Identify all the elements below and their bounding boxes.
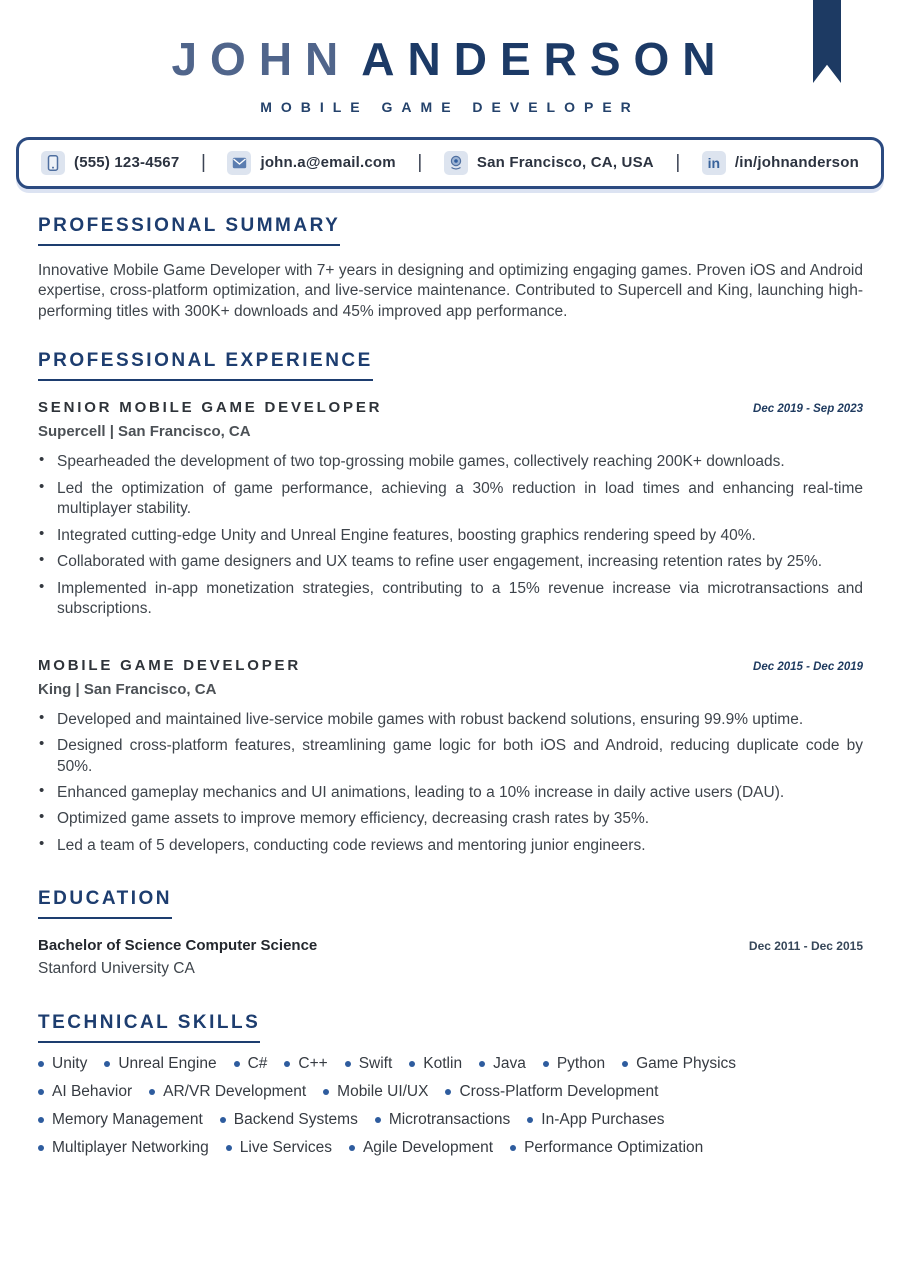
skill-label: C# (247, 1055, 268, 1073)
skill-item (479, 1055, 526, 1073)
skill-label: Java (493, 1055, 526, 1073)
job-company: Supercell | San Francisco, CA (38, 423, 251, 441)
education-entry (38, 937, 863, 954)
skill-item (284, 1055, 327, 1073)
education-dates: Dec 2011 - Dec 2015 (748, 939, 863, 954)
email-icon (227, 151, 251, 175)
skill-label: Live Services (239, 1139, 332, 1157)
skill-item (38, 1111, 203, 1129)
skill-item (38, 1083, 132, 1101)
summary-heading: PROFESSIONAL SUMMARY (38, 215, 340, 246)
job-dates: Dec 2015 - Dec 2019 (753, 660, 863, 673)
bullet-dot-icon (38, 1117, 44, 1123)
contact-email[interactable] (227, 151, 395, 175)
job-bullet: • Enhanced gameplay mechanics and UI animations, leading to a 10% increase in daily active users (DAU). (38, 783, 863, 803)
skill-label: Memory Management (52, 1111, 203, 1129)
job-title: SENIOR MOBILE GAME DEVELOPER (38, 399, 383, 417)
contact-location (444, 151, 654, 175)
contact-linkedin-text: /in/johnanderson (734, 154, 859, 172)
bullet-dot-icon (445, 1089, 451, 1095)
skill-item (510, 1139, 703, 1157)
skill-label: AR/VR Development (163, 1083, 307, 1101)
skills-list (38, 1055, 863, 1157)
skills-row (38, 1055, 863, 1073)
contact-separator: | (675, 151, 681, 173)
skill-label: C++ (298, 1055, 328, 1073)
bullet-dot-icon (38, 1145, 44, 1151)
bullet-dot-icon (543, 1061, 549, 1067)
job-bullet: • Collaborated with game designers and UX teams to refine user engagement, increasing retention rates by 25%. (38, 552, 863, 572)
skill-label: Performance Optimization (524, 1139, 704, 1157)
bullet-dot-icon (510, 1145, 516, 1151)
last-name: ANDERSON (361, 33, 729, 85)
skill-item (345, 1055, 393, 1073)
contact-location-text: San Francisco, CA, USA (476, 154, 654, 172)
job-bullet: • Designed cross-platform features, streamlining game logic for both iOS and Android, reducing duplicate code by 50%. (38, 736, 863, 777)
job-title: MOBILE GAME DEVELOPER (38, 656, 301, 674)
section-education (38, 888, 863, 978)
name-block (0, 0, 900, 115)
bullet-dot-icon (349, 1145, 355, 1151)
job-bullet: • Optimized game assets to improve memory efficiency, decreasing crash rates by 35%. (38, 809, 863, 829)
education-school: Stanford University CA (38, 960, 195, 978)
education-heading: EDUCATION (38, 888, 172, 919)
skill-item (349, 1139, 493, 1157)
first-name: JOHN (171, 33, 352, 85)
skill-item (445, 1083, 658, 1101)
skill-item (220, 1111, 358, 1129)
job-header (38, 657, 863, 674)
section-technical-skills (38, 1012, 863, 1157)
job-bullet: • Integrated cutting-edge Unity and Unreal Engine features, boosting graphics rendering speed by 40%. (38, 526, 863, 546)
skill-label: Backend Systems (233, 1111, 358, 1129)
bullet-dot-icon (226, 1145, 232, 1151)
contact-email-text: john.a@email.com (260, 154, 396, 172)
linkedin-icon: in (702, 151, 726, 175)
skill-label: Cross-Platform Development (459, 1083, 659, 1101)
skill-label: Multiplayer Networking (52, 1139, 209, 1157)
bullet-dot-icon (38, 1089, 44, 1095)
resume-content (0, 215, 900, 1158)
section-professional-summary (38, 215, 863, 323)
skill-item (226, 1139, 332, 1157)
experience-heading: PROFESSIONAL EXPERIENCE (38, 350, 373, 381)
skills-heading: TECHNICAL SKILLS (38, 1012, 260, 1043)
bullet-dot-icon (284, 1061, 290, 1067)
bullet-dot-icon (345, 1061, 351, 1067)
contact-phone-text: (555) 123-4567 (74, 154, 180, 172)
skill-item (622, 1055, 736, 1073)
job-entry (38, 657, 863, 857)
skill-label: Game Physics (636, 1055, 737, 1073)
job-bullet-list (38, 710, 863, 857)
bullet-dot-icon (409, 1061, 415, 1067)
bullet-dot-icon (622, 1061, 628, 1067)
skill-item (375, 1111, 510, 1129)
section-professional-experience (38, 350, 863, 856)
candidate-name (0, 34, 900, 85)
skills-row (38, 1139, 863, 1157)
skill-label: Swift (358, 1055, 393, 1073)
job-dates: Dec 2019 - Sep 2023 (753, 403, 863, 416)
bullet-dot-icon (104, 1061, 110, 1067)
skills-row (38, 1083, 863, 1101)
contact-bar (16, 137, 884, 189)
skill-item (234, 1055, 268, 1073)
job-company: King | San Francisco, CA (38, 680, 217, 698)
contact-phone[interactable] (41, 151, 179, 175)
job-header (38, 399, 863, 416)
job-bullet: • Developed and maintained live-service mobile games with robust backend solutions, ensuring 99.9% uptime. (38, 710, 863, 730)
job-bullet: • Led a team of 5 developers, conducting code reviews and mentoring junior engineers. (38, 836, 863, 856)
skill-item (543, 1055, 605, 1073)
skill-label: Unreal Engine (118, 1055, 217, 1073)
skills-row (38, 1111, 863, 1129)
skill-item (409, 1055, 462, 1073)
skill-item (104, 1055, 216, 1073)
skill-label: Unity (52, 1055, 88, 1073)
bullet-dot-icon (38, 1061, 44, 1067)
bullet-dot-icon (149, 1089, 155, 1095)
bullet-dot-icon (234, 1061, 240, 1067)
bullet-dot-icon (220, 1117, 226, 1123)
job-bullet: • Implemented in-app monetization strategies, contributing to a 15% revenue increase via microtransactions and subscriptions. (38, 579, 863, 620)
bullet-dot-icon (527, 1117, 533, 1123)
location-icon (444, 151, 468, 175)
skill-item (323, 1083, 428, 1101)
skill-label: Kotlin (423, 1055, 463, 1073)
bullet-dot-icon (375, 1117, 381, 1123)
skill-item (527, 1111, 664, 1129)
candidate-title: MOBILE GAME DEVELOPER (260, 98, 640, 115)
skill-label: AI Behavior (52, 1083, 133, 1101)
skill-label: In-App Purchases (541, 1111, 665, 1129)
contact-linkedin[interactable] (702, 151, 859, 175)
contact-separator: | (200, 151, 206, 173)
job-entry (38, 399, 863, 619)
skill-label: Agile Development (362, 1139, 494, 1157)
summary-paragraph: Innovative Mobile Game Developer with 7+ years in designing and optimizing engaging games. Proven iOS and Android expertise, cross-platform optimization, and live-service maintenance. Contributed to Supercell and King, launching high-performing titles with 300K+ downloads and 45% improved app performance. (38, 261, 863, 320)
skill-label: Mobile UI/UX (337, 1083, 429, 1101)
phone-icon (41, 151, 65, 175)
skill-label: Python (556, 1055, 606, 1073)
contact-separator: | (417, 151, 423, 173)
education-degree: Bachelor of Science Computer Science (38, 937, 318, 955)
skill-item (149, 1083, 306, 1101)
job-bullet-list (38, 452, 863, 619)
bullet-dot-icon (479, 1061, 485, 1067)
bullet-dot-icon (323, 1089, 329, 1095)
skill-item (38, 1139, 209, 1157)
job-bullet: • Led the optimization of game performance, achieving a 30% reduction in load times and enhancing real-time multiplayer stability. (38, 479, 863, 520)
skill-item (38, 1055, 87, 1073)
skill-label: Microtransactions (388, 1111, 511, 1129)
job-bullet: • Spearheaded the development of two top-grossing mobile games, collectively reaching 200K+ downloads. (38, 452, 863, 472)
